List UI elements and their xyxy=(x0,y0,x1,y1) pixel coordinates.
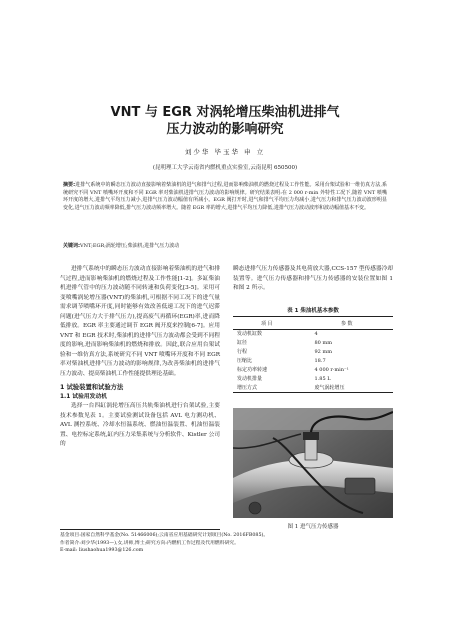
table-row xyxy=(233,339,393,348)
authors: 刘少华 毕玉华 申 立 xyxy=(184,148,266,156)
footnote-funding: 基金项目:国家自然科学基金(No. 51466006);云南省应用基础研究计划项目(No. 2016FB085)。 xyxy=(60,533,269,538)
table-cell: 4 000 r·min⁻¹ xyxy=(314,367,349,373)
paper-title-line1: VNT 与 EGR 对涡轮增压柴油机进排气 xyxy=(110,105,340,120)
intake-pressure-sensor-photo xyxy=(233,408,393,518)
table-cell: 发动机排量 xyxy=(237,375,263,382)
table-row xyxy=(233,330,393,339)
paper-title-line2: 压力波动的影响研究 xyxy=(166,122,284,137)
table-header-value: 参 数 xyxy=(301,317,394,330)
right-column-paragraph: 瞬态进排气压力传感器及其电荷放大器,CCS-157 型传感器冷却装置等。进气压力传感器和排气压力传感器的安装位置如图 1 和图 2 所示。 xyxy=(233,266,394,291)
figure-caption: 图 1 进气压力传感器 xyxy=(287,524,339,530)
table-cell: 18.7 xyxy=(314,358,326,365)
table-cell: 压缩比 xyxy=(237,358,253,365)
right-column xyxy=(233,265,393,294)
abstract-text: 进排气系统中的瞬态压力波动直接影响着柴油机的进气和排气过程,进而影响柴油机的燃烧过程及工作性能。采用台架试验和一维仿真方法,系统研究不同 VNT 喷嘴环开度和不同 EGR 率对柴油机进排气压力波动的影响规律。研究结果表明:在 2 000 r·min 外特性工况下,随着 VNT 喷嘴环开度的增大,进排气平均压力减小,进排气压力波动幅值有所减小。EGR 阀打开时,进气和排气平均压力均减小,进气压力和排气压力波动波形明显变化,进气压力波动频率降低,排气压力波动频率增大。随着 EGR 率的增大,进排气平均压力降低,进排气压力波动波形和波动幅值基本不变。 xyxy=(63,182,388,211)
affiliation: (昆明理工大学云南省内燃机重点实验室,云南昆明 650500) xyxy=(152,165,298,171)
table-row xyxy=(233,366,393,375)
table-caption: 表 1 柴油机基本参数 xyxy=(287,308,339,314)
keywords xyxy=(63,243,387,251)
table-cell: 92 mm xyxy=(314,349,332,356)
table-cell: 发动机缸数 xyxy=(237,331,263,338)
left-column xyxy=(60,265,220,450)
table-cell: 80 mm xyxy=(314,340,332,347)
engine-spec-table xyxy=(233,316,393,393)
table-header-item: 项 目 xyxy=(233,317,301,330)
section-heading-1: 1 试验装置和试验方法 xyxy=(60,384,124,391)
abstract xyxy=(63,182,387,212)
table-cell: 缸径 xyxy=(237,340,248,347)
table-row xyxy=(233,357,393,366)
table-row xyxy=(233,383,393,392)
section-1-1-paragraph: 选择一台四缸涡轮增压高压共轨柴油机进行台架试验,主要技术参数见表 1。主要试验测试设备包括 AVL 电力测功机、AVL 测控系统、冷却水恒温系统、燃油恒温装置、机油恒温装置、电控标定系统,缸内压力采集系统与分析软件、Kistler 公司的 xyxy=(60,403,220,447)
section-heading-1-1: 1.1 试验用发动机 xyxy=(60,393,108,400)
keywords-label: 关键词: xyxy=(63,243,80,249)
footnote-rule xyxy=(60,529,220,530)
table-row xyxy=(233,348,393,357)
table-cell: 标定功率转速 xyxy=(237,367,268,373)
table-cell: 行程 xyxy=(237,349,248,356)
footnote-author-bio: 作者简介:刘少华(1993—),女,讲师,博士;研究方向:内燃机工作过程及代用燃料研究。 xyxy=(60,540,239,546)
intro-paragraph: 进排气系统中的瞬态压力波动直接影响着柴油机的进气和排气过程,进而影响柴油机的燃烧过程及工作性能[1-2]。多缸柴油机进排气管中的压力波动随不同转速和负荷变化[3-5]。采用可变喷嘴涡轮增压器(VNT)的柴油机,可根据不同工况下的进气量需求调节喷嘴环开度,同时能够有效改善低速工况下的进气迟滞问题(进气压力大于排气压力),提高废气再循环(EGR)率,进而降低排放。EGR 率主要通过调节 EGR 阀开度来控制[6-7]。应用 VNT 和 EGR 技术时,柴油机的进排气压力波动都会受到不同程度的影响,进而影响柴油机的燃烧和排放。因此,联合应用台架试验和一维仿真方法,系统研究不同 VNT 喷嘴环开度和不同 EGR 率对柴油机进排气压力波动的影响规律,为改善柴油机的进排气压力波动、提高柴油机工作性能提供理论基础。 xyxy=(60,266,220,377)
table-cell: 废气涡轮增压 xyxy=(301,383,394,392)
table-row xyxy=(233,374,393,383)
table-cell: 4 xyxy=(314,331,318,338)
footnote xyxy=(60,532,393,555)
keywords-text: VNT;EGR;涡轮增压;柴油机;进排气压力波动 xyxy=(80,243,180,249)
footnote-email: E-mail: liushaohua1993@126.com xyxy=(60,548,144,553)
abstract-label: 摘要: xyxy=(63,182,76,188)
table-cell: 增压方式 xyxy=(233,383,301,392)
table-cell: 1.85 L xyxy=(314,375,331,382)
